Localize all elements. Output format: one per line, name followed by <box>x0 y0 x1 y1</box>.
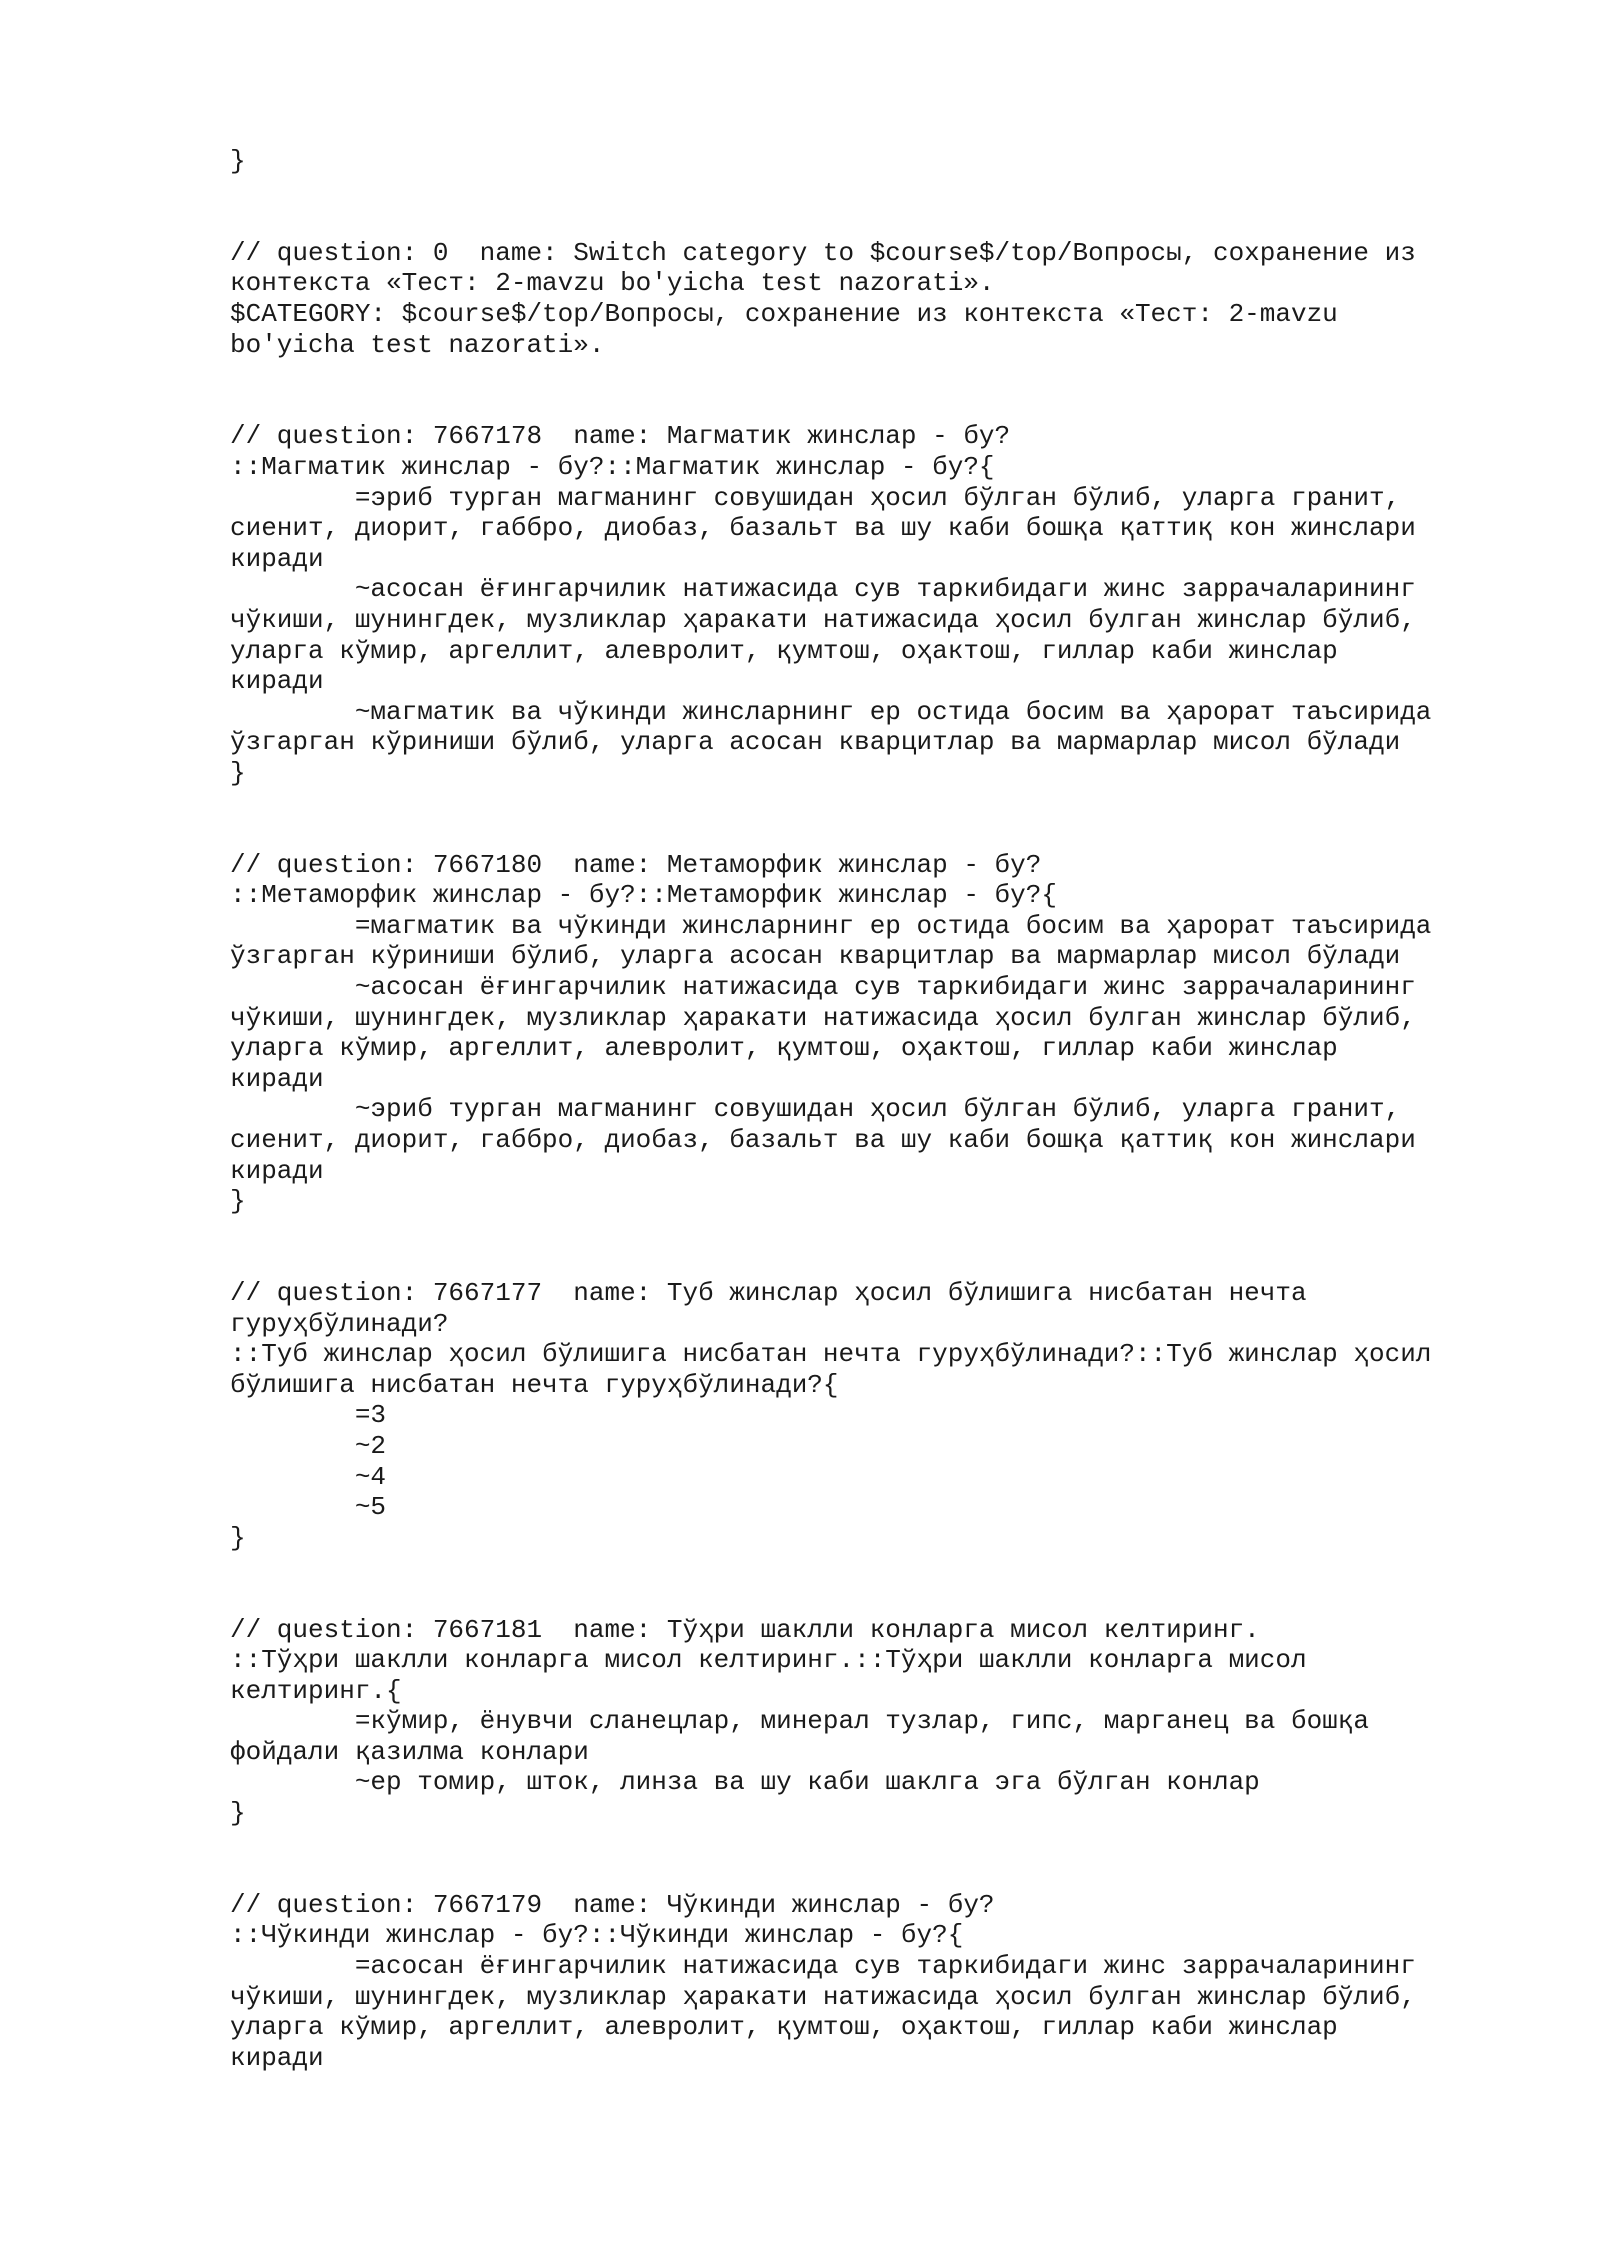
category-line: $CATEGORY: $course$/top/Вопросы, сохранение из контекста «Тест: 2-mavzu <box>230 298 1338 329</box>
text-line: bo'yicha test nazorati». <box>230 329 605 360</box>
question-comment-line: // question: 0 name: Switch category to $course$/top/Вопросы, сохранение из <box>230 237 1416 268</box>
wrong-answer-line: ~асосан ёғингарчилик натижасида сув таркибидаги жинс заррачаларининг <box>230 574 1416 605</box>
wrong-answer-line: ~ер томир, шток, линза ва шу каби шаклга эга бўлган конлар <box>230 1767 1260 1798</box>
blank-line <box>230 207 1520 238</box>
blank-line <box>230 1859 1520 1890</box>
correct-answer-line: =магматик ва чўкинди жинсларнинг ер остида босим ва ҳарорат таъсирида <box>230 910 1432 941</box>
question-title-line: ::Чўкинди жинслар - бу?::Чўкинди жинслар - бу?{ <box>230 1920 964 1951</box>
text-line: контекста «Тест: 2-mavzu bo'yicha test nazorati». <box>230 268 995 299</box>
closing-brace-line: } <box>230 1522 246 1553</box>
question-title-line: ::Тўҳри шаклли конларга мисол келтиринг.::Тўҳри шаклли конларга мисол <box>230 1645 1307 1676</box>
text-line: киради <box>230 543 324 574</box>
wrong-answer-line: ~2 <box>230 1430 387 1461</box>
blank-line <box>230 360 1520 391</box>
wrong-answer-line: ~4 <box>230 1461 387 1492</box>
correct-answer-line: =асосан ёғингарчилик натижасида сув таркибидаги жинс заррачаларининг <box>230 1951 1416 1982</box>
closing-brace-line: } <box>230 1798 246 1829</box>
blank-line <box>230 819 1520 850</box>
text-line: бўлишига нисбатан нечта гуруҳбўлинади?{ <box>230 1369 839 1400</box>
question-comment-line: // question: 7667181 name: Тўҳри шаклли конларга мисол келтиринг. <box>230 1614 1260 1645</box>
question-comment-line: // question: 7667177 name: Туб жинслар ҳосил бўлишига нисбатан нечта <box>230 1277 1307 1308</box>
closing-brace-line: } <box>230 757 246 788</box>
wrong-answer-line: ~асосан ёғингарчилик натижасида сув таркибидаги жинс заррачаларининг <box>230 972 1416 1003</box>
wrong-answer-line: ~эриб турган магманинг совушидан ҳосил бўлган бўлиб, уларга гранит, <box>230 1094 1401 1125</box>
correct-answer-line: =3 <box>230 1400 387 1431</box>
text-line: чўкиши, шунингдек, музликлар ҳаракати натижасида ҳосил булган жинслар бўлиб, <box>230 604 1416 635</box>
text-line: киради <box>230 666 324 697</box>
blank-line <box>230 1217 1520 1248</box>
text-line: чўкиши, шунингдек, музликлар ҳаракати натижасида ҳосил булган жинслар бўлиб, <box>230 1981 1416 2012</box>
wrong-answer-line: ~магматик ва чўкинди жинсларнинг ер остида босим ва ҳарорат таъсирида <box>230 696 1432 727</box>
text-line: киради <box>230 1063 324 1094</box>
blank-line <box>230 1829 1520 1860</box>
text-line: киради <box>230 2042 324 2073</box>
correct-answer-line: =эриб турган магманинг совушидан ҳосил бўлган бўлиб, уларга гранит, <box>230 482 1401 513</box>
wrong-answer-line: ~5 <box>230 1492 387 1523</box>
text-line: ўзгарган кўриниши бўлиб, уларга асосан кварцитлар ва мармарлар мисол бўлади <box>230 941 1401 972</box>
text-line: ўзгарган кўриниши бўлиб, уларга асосан кварцитлар ва мармарлар мисол бўлади <box>230 727 1401 758</box>
text-line: уларга кўмир, аргеллит, алевролит, қумтош, оҳактош, гиллар каби жинслар <box>230 2012 1338 2043</box>
closing-brace-line: } <box>230 1186 246 1217</box>
text-line: гуруҳбўлинади? <box>230 1308 449 1339</box>
text-line: сиенит, диорит, габбро, диобаз, базальт ва шу каби бошқа қаттиқ кон жинслари <box>230 1125 1416 1155</box>
correct-answer-line: =кўмир, ёнувчи сланецлар, минерал тузлар, гипс, марганец ва бошқа <box>230 1706 1369 1737</box>
text-line: келтиринг.{ <box>230 1675 402 1706</box>
question-title-line: ::Метаморфик жинслар - бу?::Метаморфик жинслар - бу?{ <box>230 880 1057 911</box>
blank-line <box>230 1553 1520 1584</box>
gift-question-text <box>230 146 1520 2073</box>
blank-line <box>230 788 1520 819</box>
question-title-line: ::Туб жинслар ҳосил бўлишига нисбатан нечта гуруҳбўлинади?::Туб жинслар ҳосил <box>230 1339 1432 1370</box>
text-line: сиенит, диорит, габбро, диобаз, базальт ва шу каби бошқа қаттиқ кон жинслари <box>230 513 1416 544</box>
closing-brace-line: } <box>230 146 246 176</box>
question-comment-line: // question: 7667180 name: Метаморфик жинслар - бу? <box>230 849 1042 880</box>
question-comment-line: // question: 7667178 name: Магматик жинслар - бу? <box>230 421 1011 452</box>
question-title-line: ::Магматик жинслар - бу?::Магматик жинслар - бу?{ <box>230 451 995 482</box>
blank-line <box>230 391 1520 422</box>
text-line: уларга кўмир, аргеллит, алевролит, қумтош, оҳактош, гиллар каби жинслар <box>230 1033 1338 1064</box>
text-line: чўкиши, шунингдек, музликлар ҳаракати натижасида ҳосил булган жинслар бўлиб, <box>230 1002 1416 1033</box>
blank-line <box>230 1584 1520 1615</box>
question-comment-line: // question: 7667179 name: Чўкинди жинслар - бу? <box>230 1889 995 1920</box>
blank-line <box>230 1247 1520 1278</box>
text-line: уларга кўмир, аргеллит, алевролит, қумтош, оҳактош, гиллар каби жинслар <box>230 635 1338 666</box>
text-line: киради <box>230 1155 324 1186</box>
text-line: фойдали қазилма конлари <box>230 1736 589 1767</box>
blank-line <box>230 177 1520 208</box>
